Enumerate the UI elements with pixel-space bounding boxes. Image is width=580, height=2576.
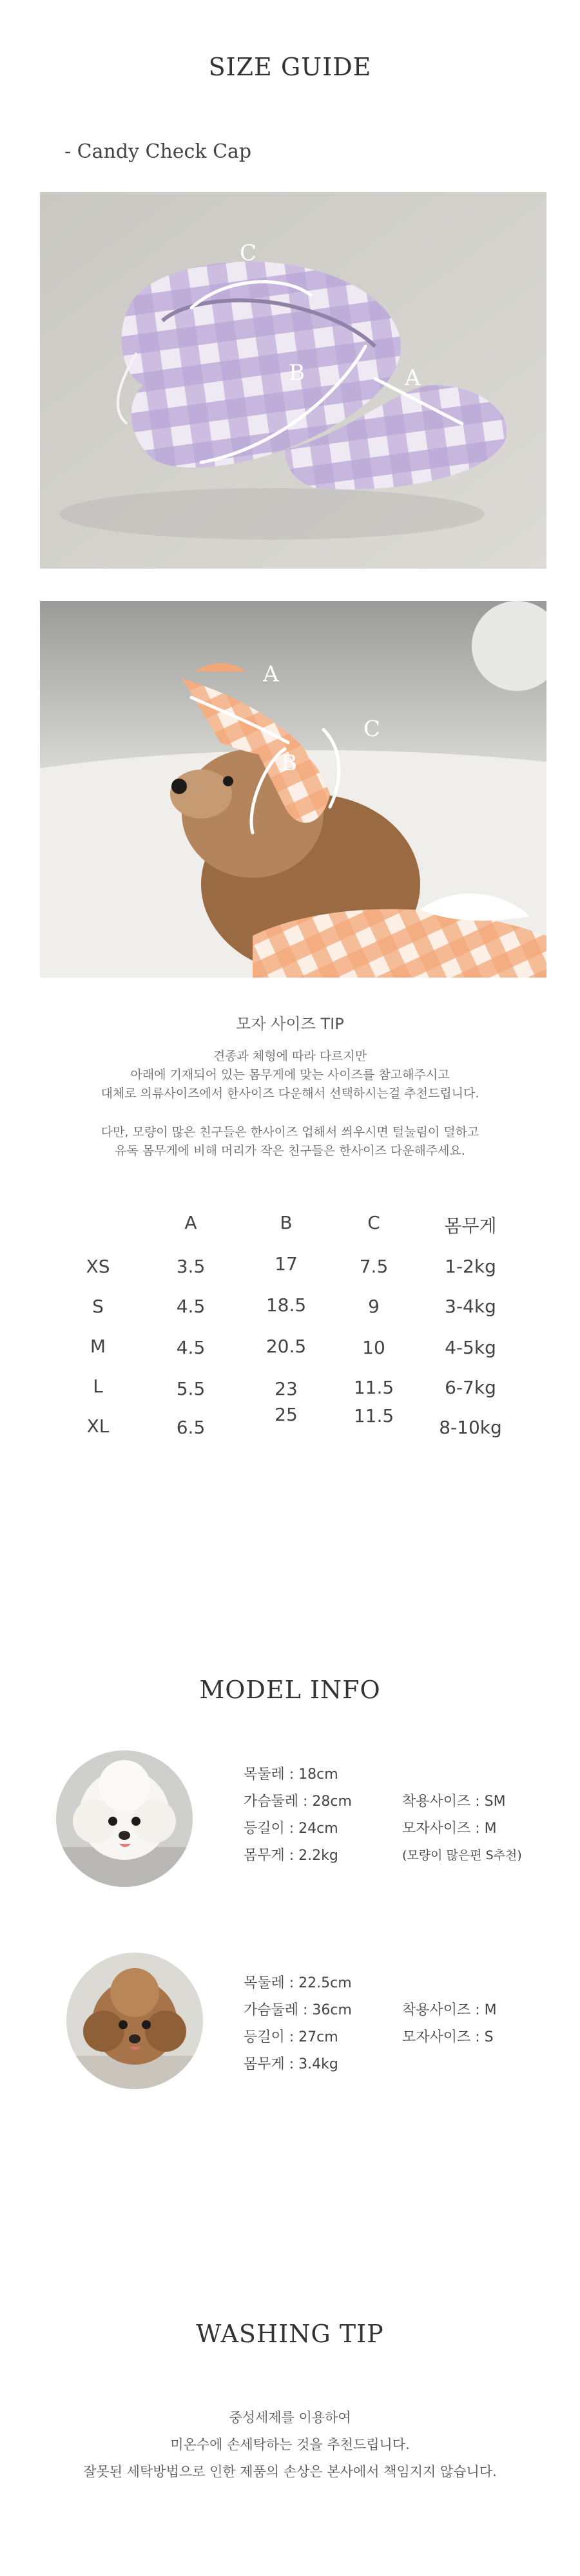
size-tip-paragraph-1 <box>0 1047 580 1103</box>
washing-tip-title: WASHING TIP <box>196 2320 384 2348</box>
table-header-b: B <box>280 1212 293 1233</box>
photo2-label-a: A <box>263 661 279 687</box>
model-1-avatar <box>56 1750 193 1887</box>
product-name: - Candy Check Cap <box>64 140 252 163</box>
table-header-a: A <box>184 1212 197 1233</box>
tip-line: 견종과 체형에 따라 다르지만 <box>213 1049 367 1063</box>
model-2-avatar <box>66 1953 203 2089</box>
table-cell: 10 <box>362 1337 385 1358</box>
model-info-title: MODEL INFO <box>199 1676 381 1704</box>
washing-line-1: 중성세제를 이용하여 <box>229 2410 351 2425</box>
model-1-cap-size: 모자사이즈 : M <box>402 1821 497 1837</box>
photo2-label-b: B <box>281 750 297 776</box>
model-2-neck: 목둘레 : 22.5cm <box>244 1975 352 1991</box>
model-1-note: (모량이 많은편 S추천) <box>402 1848 522 1862</box>
table-cell: 7.5 <box>359 1256 389 1277</box>
size-tip-title: 모자 사이즈 TIP <box>236 1015 344 1033</box>
table-cell: 8-10kg <box>439 1417 502 1438</box>
table-row-label: XS <box>86 1256 110 1277</box>
table-cell: 4-5kg <box>445 1337 496 1358</box>
table-cell: 1-2kg <box>445 1256 496 1277</box>
photo1-label-c: C <box>240 240 257 266</box>
cap-photo-dog <box>40 601 546 978</box>
model-1-wear-size: 착용사이즈 : SM <box>402 1794 506 1810</box>
model-1-weight: 몸무게 : 2.2kg <box>244 1848 338 1864</box>
model-1-back: 등길이 : 24cm <box>244 1821 338 1837</box>
tip-line: 다만, 모량이 많은 친구들은 한사이즈 업해서 씌우시면 털눌림이 덜하고 <box>101 1125 479 1139</box>
size-tip-paragraph-2 <box>0 1123 580 1160</box>
table-cell: 23 <box>275 1378 298 1399</box>
table-cell: 3-4kg <box>445 1296 496 1317</box>
table-cell: 4.5 <box>176 1296 206 1317</box>
photo1-label-a: A <box>405 365 421 391</box>
table-cell: 20.5 <box>266 1336 307 1357</box>
photo2-label-c: C <box>363 716 381 742</box>
model-2-back: 등길이 : 27cm <box>244 2029 338 2045</box>
model-1-chest: 가슴둘레 : 28cm <box>244 1794 352 1810</box>
washing-line-3: 잘못된 세탁방법으로 인한 제품의 손상은 본사에서 책임지지 않습니다. <box>83 2464 497 2479</box>
table-header-c: C <box>367 1212 380 1233</box>
model-2-weight: 몸무게 : 3.4kg <box>244 2056 338 2072</box>
table-cell: 18.5 <box>266 1294 307 1316</box>
table-cell: 25 <box>275 1404 298 1425</box>
table-row-label: M <box>90 1336 106 1357</box>
table-cell: 5.5 <box>176 1378 206 1399</box>
model-2-wear-size: 착용사이즈 : M <box>402 2002 497 2018</box>
table-header-weight: 몸무게 <box>444 1215 497 1236</box>
tip-line: 유독 몸무게에 비해 머리가 작은 친구들은 한사이즈 다운해주세요. <box>115 1144 465 1158</box>
table-cell: 6.5 <box>176 1417 206 1438</box>
model-2-chest: 가슴둘레 : 36cm <box>244 2002 352 2018</box>
table-cell: 3.5 <box>176 1256 206 1277</box>
model-2-cap-size: 모자사이즈 : S <box>402 2029 494 2045</box>
table-cell: 17 <box>275 1253 298 1274</box>
table-cell: 11.5 <box>353 1377 394 1398</box>
table-cell: 11.5 <box>353 1405 394 1426</box>
table-row-label: XL <box>86 1416 110 1437</box>
table-cell: 9 <box>368 1296 380 1317</box>
table-row-label: S <box>92 1296 104 1317</box>
table-cell: 6-7kg <box>445 1377 496 1398</box>
cap-photo-lavender <box>40 192 546 569</box>
model-1-neck: 목둘레 : 18cm <box>244 1766 338 1783</box>
size-guide-title: SIZE GUIDE <box>208 53 372 81</box>
table-cell: 4.5 <box>176 1337 206 1358</box>
table-row-label: L <box>93 1376 103 1397</box>
tip-line: 대체로 의류사이즈에서 한사이즈 다운해서 선택하시는걸 추천드립니다. <box>101 1086 479 1101</box>
photo1-label-b: B <box>289 360 305 386</box>
tip-line: 아래에 기재되어 있는 몸무게에 맞는 사이즈를 참고해주시고 <box>130 1068 450 1082</box>
washing-line-2: 미온수에 손세탁하는 것을 추천드립니다. <box>170 2437 410 2452</box>
